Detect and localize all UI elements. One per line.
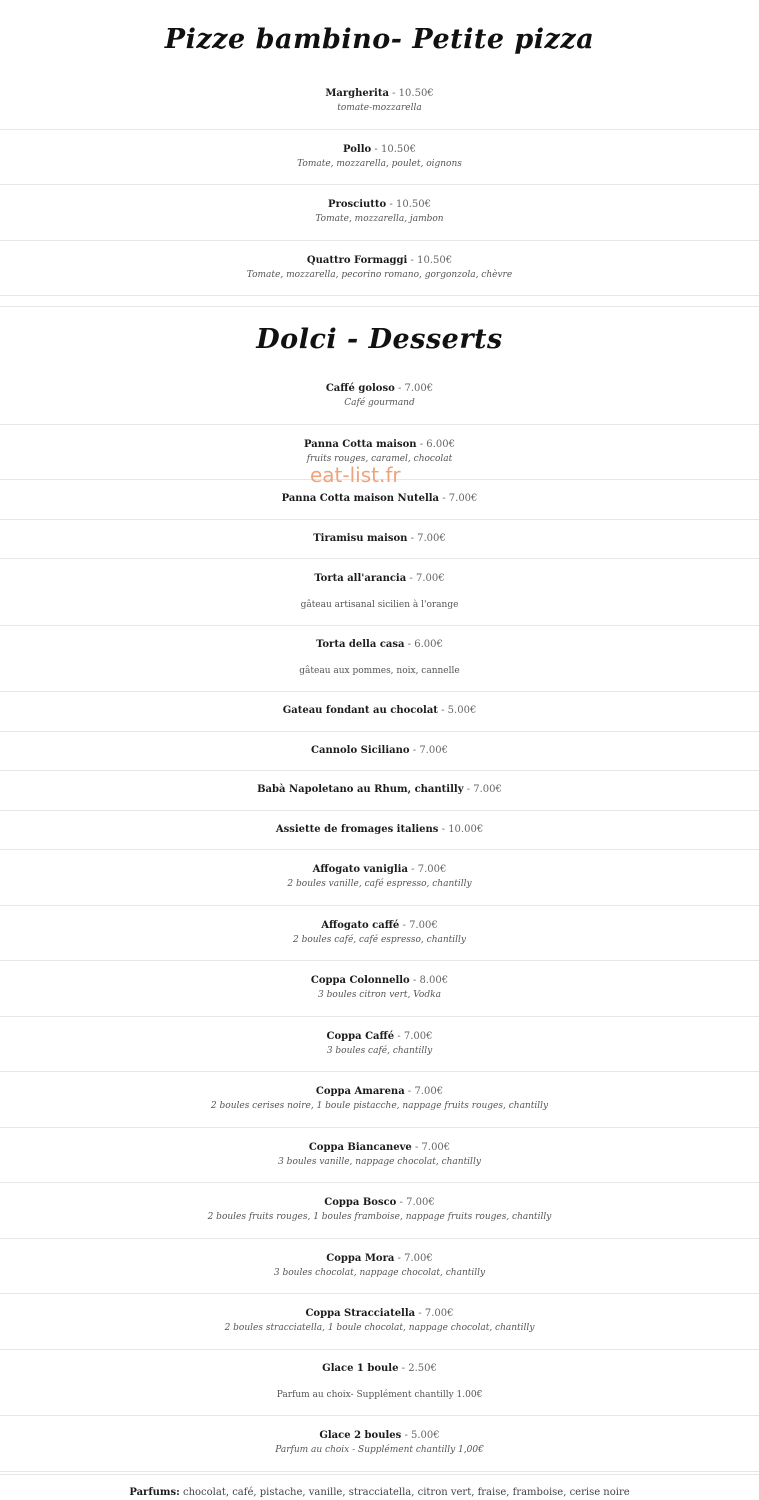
item-name: Tiramisu maison <box>313 532 408 544</box>
menu-item: Affogato vaniglia - 7.00€ 2 boules vanille, café espresso, chantilly <box>0 850 759 906</box>
item-description: Café gourmand <box>344 398 415 409</box>
item-price: 7.00€ <box>473 784 502 796</box>
item-name: Prosciutto <box>328 199 387 211</box>
item-name: Panna Cotta maison Nutella <box>281 493 440 505</box>
item-name: Coppa Caffé <box>326 1030 395 1042</box>
item-description: fruits rouges, caramel, chocolat <box>306 453 453 464</box>
item-price: 10.50€ <box>398 88 434 100</box>
item-name: Margherita <box>325 88 389 100</box>
section-title-dolci: Dolci - Desserts <box>256 324 503 355</box>
menu-item: Panna Cotta maison - 6.00€ fruits rouges, caramel, chocolat <box>0 425 759 481</box>
item-name: Glace 1 boule <box>322 1363 399 1375</box>
section-pizze <box>0 20 759 307</box>
item-price: 6.00€ <box>414 639 443 651</box>
item-price: 5.00€ <box>411 1430 440 1442</box>
item-name: Coppa Amarena <box>315 1086 405 1098</box>
item-price: 10.50€ <box>395 199 431 211</box>
menu-item: Affogato caffé - 7.00€ 2 boules café, café espresso, chantilly <box>0 906 759 962</box>
item-description: Parfum au choix- Supplément chantilly 1.00€ <box>276 1390 483 1401</box>
item-description: tomate-mozzarella <box>337 103 422 114</box>
item-description: Parfum au choix - Supplément chantilly 1,00€ <box>275 1445 484 1456</box>
item-price: 10.50€ <box>417 254 453 266</box>
item-name: Caffé goloso <box>325 383 395 395</box>
dolci-list <box>0 369 759 1472</box>
section-divider <box>0 306 759 307</box>
pizze-list <box>0 74 759 296</box>
item-name: Assiette de fromages italiens <box>275 823 439 835</box>
item-description: 2 boules vanille, café espresso, chantilly <box>287 879 472 890</box>
item-description: gâteau artisanal sicilien à l'orange <box>300 599 459 610</box>
menu-item: Coppa Bosco - 7.00€ 2 boules fruits rouges, 1 boules framboise, nappage fruits rouges, chantilly <box>0 1183 759 1239</box>
item-price: 10.00€ <box>448 823 484 835</box>
menu-item: Coppa Mora - 7.00€ 3 boules chocolat, nappage chocolat, chantilly <box>0 1239 759 1295</box>
menu-item: Torta della casa - 6.00€ gâteau aux pommes, noix, cannelle <box>0 626 759 693</box>
item-name: Cannolo Siciliano <box>311 744 410 756</box>
item-description: 2 boules stracciatella, 1 boule chocolat, nappage chocolat, chantilly <box>224 1323 535 1334</box>
menu-item: Babà Napoletano au Rhum, chantilly - 7.00€ <box>0 771 759 811</box>
item-price: 5.00€ <box>447 705 477 717</box>
item-name: Torta all'arancia <box>314 572 407 584</box>
item-price: 7.00€ <box>419 744 448 756</box>
section-divider <box>0 1474 759 1475</box>
menu-item: Panna Cotta maison Nutella - 7.00€ <box>0 480 759 520</box>
item-description: gâteau aux pommes, noix, cannelle <box>299 666 460 677</box>
item-description: 3 boules chocolat, nappage chocolat, chantilly <box>273 1267 486 1278</box>
menu-item: Margherita - 10.50€ tomate-mozzarella <box>0 74 759 130</box>
menu-item: Prosciutto - 10.50€ Tomate, mozzarella, jambon <box>0 185 759 241</box>
section-title-pizze: Pizze bambino- Petite pizza <box>164 24 595 55</box>
item-price: 7.00€ <box>403 1030 433 1042</box>
item-name: Coppa Colonnello <box>310 975 410 987</box>
menu-item: Caffé goloso - 7.00€ Café gourmand <box>0 369 759 425</box>
item-description: 3 boules citron vert, Vodka <box>318 990 441 1001</box>
item-price: 7.00€ <box>409 919 438 931</box>
item-description: 3 boules café, chantilly <box>326 1045 433 1056</box>
item-price: 7.00€ <box>448 493 478 505</box>
menu-item: Coppa Stracciatella - 7.00€ 2 boules stracciatella, 1 boule chocolat, nappage chocolat, chantilly <box>0 1294 759 1350</box>
item-name: Torta della casa <box>316 639 405 651</box>
item-price: 7.00€ <box>415 572 445 584</box>
item-price: 7.00€ <box>421 1141 451 1153</box>
item-name: Glace 2 boules <box>319 1430 402 1442</box>
menu-item: Coppa Colonnello - 8.00€ 3 boules citron vert, Vodka <box>0 961 759 1017</box>
section-dolci <box>0 320 759 1472</box>
item-name: Coppa Bosco <box>324 1197 397 1209</box>
item-price: 7.00€ <box>414 1086 444 1098</box>
menu-item: Torta all'arancia - 7.00€ gâteau artisanal sicilien à l'orange <box>0 559 759 626</box>
flavors-list: chocolat, café, pistache, vanille, stracciatella, citron vert, fraise, framboise, cerise noire <box>179 1487 630 1498</box>
item-name: Pollo <box>343 143 372 155</box>
item-name: Coppa Mora <box>326 1252 395 1264</box>
item-price: 2.50€ <box>408 1363 437 1375</box>
item-name: Coppa Stracciatella <box>305 1308 416 1320</box>
item-name: Affogato vaniglia <box>312 864 408 876</box>
item-description: 2 boules cerises noire, 1 boule pistacche, nappage fruits rouges, chantilly <box>210 1101 549 1112</box>
flavors-note <box>0 1486 759 1500</box>
menu-item: Gateau fondant au chocolat - 5.00€ <box>0 692 759 732</box>
menu-item: Coppa Biancaneve - 7.00€ 3 boules vanille, nappage chocolat, chantilly <box>0 1128 759 1184</box>
menu-item: Cannolo Siciliano - 7.00€ <box>0 732 759 772</box>
item-price: 7.00€ <box>417 864 447 876</box>
menu-item: Quattro Formaggi - 10.50€ Tomate, mozzarella, pecorino romano, gorgonzola, chèvre <box>0 241 759 297</box>
item-price: 7.00€ <box>404 1252 433 1264</box>
item-price: 10.50€ <box>380 143 416 155</box>
menu-item: Pollo - 10.50€ Tomate, mozzarella, poulet, oignons <box>0 130 759 186</box>
menu-item: Assiette de fromages italiens - 10.00€ <box>0 811 759 851</box>
item-name: Babà Napoletano au Rhum, chantilly <box>257 784 464 796</box>
item-description: Tomate, mozzarella, jambon <box>315 214 444 225</box>
item-description: Tomate, mozzarella, poulet, oignons <box>297 158 462 169</box>
item-description: Tomate, mozzarella, pecorino romano, gorgonzola, chèvre <box>246 269 513 280</box>
item-description: 3 boules vanille, nappage chocolat, chantilly <box>278 1156 481 1167</box>
item-price: 7.00€ <box>424 1308 454 1320</box>
item-name: Quattro Formaggi <box>306 254 408 266</box>
item-name: Gateau fondant au chocolat <box>282 705 438 717</box>
item-price: 7.00€ <box>404 383 434 395</box>
item-price: 7.00€ <box>406 1197 435 1209</box>
item-price: 6.00€ <box>426 438 455 450</box>
item-name: Affogato caffé <box>321 919 400 931</box>
item-price: 8.00€ <box>419 975 449 987</box>
menu-item: Glace 1 boule - 2.50€ Parfum au choix- Supplément chantilly 1.00€ <box>0 1350 759 1417</box>
item-description: 2 boules fruits rouges, 1 boules framboise, nappage fruits rouges, chantilly <box>207 1212 552 1223</box>
item-price: 7.00€ <box>417 532 446 544</box>
menu-item: Coppa Caffé - 7.00€ 3 boules café, chantilly <box>0 1017 759 1073</box>
menu-item: Coppa Amarena - 7.00€ 2 boules cerises noire, 1 boule pistacche, nappage fruits rouges, chantilly <box>0 1072 759 1128</box>
watermark: eat-list.fr <box>310 463 401 487</box>
menu-item: Glace 2 boules - 5.00€ Parfum au choix - Supplément chantilly 1,00€ <box>0 1416 759 1472</box>
menu-item: Tiramisu maison - 7.00€ <box>0 520 759 560</box>
item-name: Coppa Biancaneve <box>308 1141 412 1153</box>
item-description: 2 boules café, café espresso, chantilly <box>292 934 466 945</box>
item-name: Panna Cotta maison <box>304 438 417 450</box>
flavors-label: Parfums: <box>129 1487 180 1498</box>
